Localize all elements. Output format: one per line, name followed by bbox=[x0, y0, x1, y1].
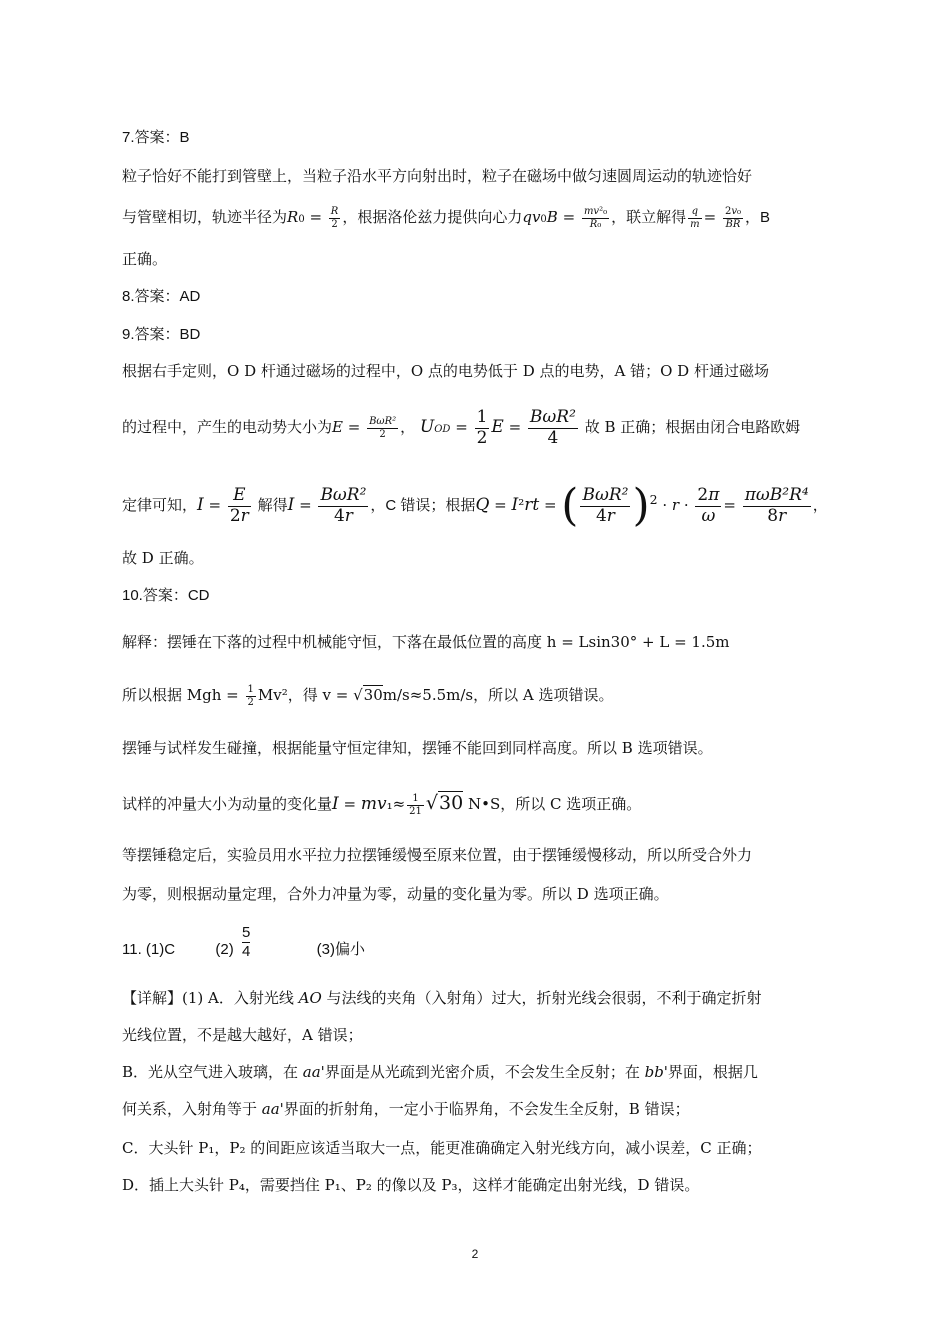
fraction-pwb2r4-over-8r: $\frac{\text{πωB²R⁴}}{8r}$ bbox=[744, 484, 809, 526]
q10-text-line-1: 解释：摆锤在下落的过程中机械能守恒，下落在最低位置的高度 h = Lsin30° + L = 1.5m bbox=[122, 633, 730, 651]
q11-text-line-2: 光线位置，不是越大越好，A 错误； bbox=[122, 1026, 363, 1044]
q11-text-line-3: B．光从空气进入玻璃，在 aa'界面是从光疏到光密介质，不会发生全反射；在 bb'界面，根据几 bbox=[122, 1063, 758, 1081]
fraction-half: $\frac{1}{2}$ bbox=[476, 407, 488, 448]
q11-answers: 11. (1)C (2) $\frac{5}{4}$ (3)偏小 bbox=[122, 923, 365, 960]
q10-text-line-4: 试样的冲量大小为动量的变化量I = mv₁≈ $\frac{1}{21}$ √30 N•S，所以 C 选项正确。 bbox=[122, 792, 642, 817]
q7-text-line-1: 粒子恰好不能打到管壁上，当粒子沿水平方向射出时，粒子在磁场中做匀速圆周运动的轨迹恰好 bbox=[122, 167, 753, 185]
q9-answer-heading: 9.答案：BD bbox=[122, 326, 201, 343]
q11-text-line-1: 【详解】(1) A．入射光线 AO 与法线的夹角（入射角）过大，折射光线会很弱，不利于确定折射 bbox=[122, 989, 762, 1007]
fraction-half-small: $\frac{1}{2}$ bbox=[247, 684, 254, 708]
q9-text-line-4: 故 D 正确。 bbox=[122, 549, 204, 567]
fraction-bwr2-over-4r-squared: $\frac{\text{BωR²}}{4r}$ bbox=[582, 484, 629, 526]
fraction-bwr2-over-4r: $\frac{\text{BωR²}}{4r}$ bbox=[320, 484, 367, 526]
q11-text-line-6: D．插上大头针 P₄，需要挡住 P₁、P₂ 的像以及 P₃，这样才能确定出射光线，D 错误。 bbox=[122, 1176, 700, 1194]
fraction-e-over-2r: $\frac{E}{2r}$ bbox=[229, 484, 249, 526]
q11-text-line-5: C．大头针 P₁，P₂ 的间距应该适当取大一点，能更准确确定入射光线方向，减小误差，C 正确； bbox=[122, 1139, 762, 1157]
fraction-bwr2-over-2: $\frac{\text{BωR²}}{2}$ bbox=[369, 416, 397, 440]
page-number: 2 bbox=[471, 1247, 479, 1261]
fraction-2v0-over-br: $\frac{\text{2v₀}}{BR}$ bbox=[724, 206, 741, 230]
q11-text-line-4: 何关系，入射角等于 aa'界面的折射角，一定小于临界角，不会发生全反射，B 错误； bbox=[122, 1100, 690, 1118]
q10-text-line-5: 等摆锤稳定后，实验员用水平拉力拉摆锤缓慢至原来位置，由于摆锤缓慢移动，所以所受合外力 bbox=[122, 846, 753, 864]
fraction-r-over-2: $\frac{R}{2}$ bbox=[330, 206, 339, 230]
q10-text-line-2: 所以根据 Mgh = $\frac{1}{2}$ Mv²，得 v = √30m/s≈5.5m/s，所以 A 选项错误。 bbox=[122, 684, 614, 708]
q9-text-line-2: 的过程中，产生的电动势大小为E = $\frac{\text{BωR²}}{2}$ ， UOD = $\frac{1}{2}$ E = $\frac{\text{BωR²}}{4}$ 故 B 正确；根据由闭合电路欧姆 bbox=[122, 407, 801, 448]
q9-text-line-3: 定律可知，I = $\frac{E}{2r}$ 解得I = $\frac{\text{BωR²}}{4r}$ ，C 错误；根据Q = I²rt = ( $\frac{\text{BωR²}}{4r}$ )$^2$ · r · $\frac{2\pi}{\omega}$ = $\frac{\text{πωB²R⁴}}{8r}$ ， bbox=[122, 480, 828, 531]
q7-text-line-3: 正确。 bbox=[122, 250, 168, 268]
q10-text-line-6: 为零，则根据动量定理，合外力冲量为零，动量的变化量为零。所以 D 选项正确。 bbox=[122, 885, 669, 903]
q10-answer-heading: 10.答案：CD bbox=[122, 587, 210, 604]
fraction-1-over-21: $\frac{1}{21}$ bbox=[409, 793, 422, 817]
q7-answer-heading: 7.答案：B bbox=[122, 129, 190, 146]
fraction-q-over-m: $\frac{q}{m}$ bbox=[690, 206, 700, 230]
fraction-bwr2-over-4: $\frac{\text{BωR²}}{4}$ bbox=[529, 407, 576, 448]
q10-text-line-3: 摆锤与试样发生碰撞，根据能量守恒定律知，摆锤不能回到同样高度。所以 B 选项错误。 bbox=[122, 739, 713, 757]
q8-answer-heading: 8.答案：AD bbox=[122, 288, 201, 305]
fraction-mv2-over-r0: $\frac{\text{mv²₀}}{\text{R₀}}$ bbox=[583, 206, 608, 230]
fraction-2pi-over-w: $\frac{2\pi}{\omega}$ bbox=[697, 484, 720, 526]
q7-text-line-2: 与管壁相切，轨迹半径为R0 = $\frac{R}{2}$ ，根据洛伦兹力提供向心力qv0B = $\frac{\text{mv²₀}}{\text{R₀}}$ ，联立解得 $\frac{q}{m}$ = $\frac{\text{2v₀}}{BR}$ ，B bbox=[122, 206, 771, 230]
q9-text-line-1: 根据右手定则，O D 杆通过磁场的过程中，O 点的电势低于 D 点的电势，A 错；O D 杆通过磁场 bbox=[122, 362, 769, 380]
fraction-5-over-4: $\frac{5}{4}$ bbox=[241, 923, 251, 960]
